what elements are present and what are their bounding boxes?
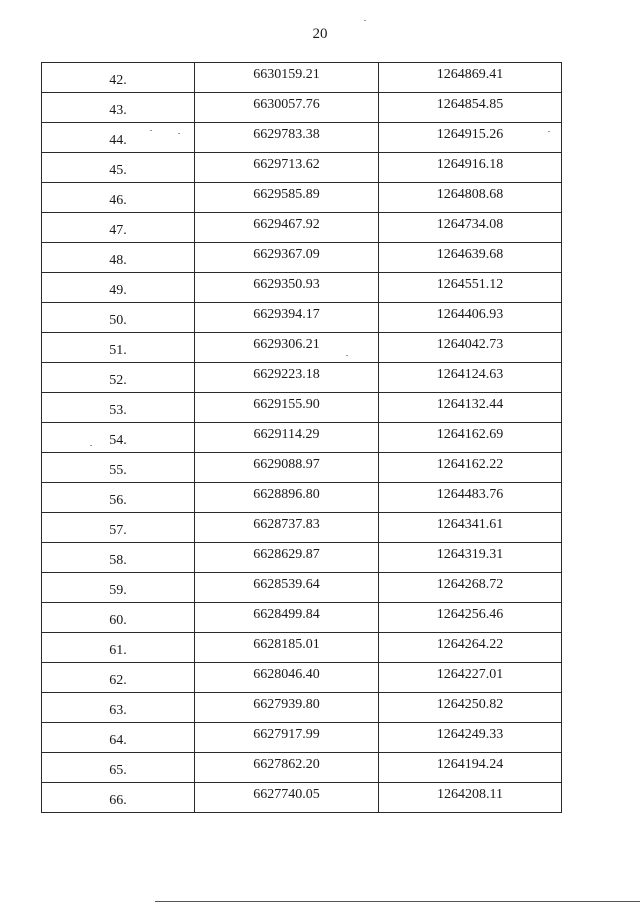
y-coordinate-cell: 1264916.18 <box>379 153 562 183</box>
point-number-cell: 44. <box>42 123 195 153</box>
y-coordinate-cell: 1264162.22 <box>379 453 562 483</box>
scan-speck <box>150 130 152 131</box>
point-number-cell: 48. <box>42 243 195 273</box>
table-row <box>42 753 562 783</box>
y-coordinate-cell: 1264915.26 <box>379 123 562 153</box>
y-coordinate-cell: 1264483.76 <box>379 483 562 513</box>
x-coordinate-cell: 6629713.62 <box>195 153 379 183</box>
y-coordinate-cell: 1264249.33 <box>379 723 562 753</box>
point-number-cell: 66. <box>42 783 195 813</box>
y-coordinate-cell: 1264124.63 <box>379 363 562 393</box>
x-coordinate-cell: 6629467.92 <box>195 213 379 243</box>
x-coordinate-cell: 6627939.80 <box>195 693 379 723</box>
y-coordinate-cell: 1264256.46 <box>379 603 562 633</box>
y-coordinate-cell: 1264808.68 <box>379 183 562 213</box>
y-coordinate-cell: 1264162.69 <box>379 423 562 453</box>
point-number-cell: 59. <box>42 573 195 603</box>
y-coordinate-cell: 1264341.61 <box>379 513 562 543</box>
x-coordinate-cell: 6628629.87 <box>195 543 379 573</box>
x-coordinate-cell: 6629367.09 <box>195 243 379 273</box>
point-number-cell: 63. <box>42 693 195 723</box>
point-number-cell: 45. <box>42 153 195 183</box>
x-coordinate-cell: 6629394.17 <box>195 303 379 333</box>
x-coordinate-cell: 6629783.38 <box>195 123 379 153</box>
y-coordinate-cell: 1264227.01 <box>379 663 562 693</box>
x-coordinate-cell: 6629088.97 <box>195 453 379 483</box>
scan-speck <box>548 131 550 132</box>
x-coordinate-cell: 6627740.05 <box>195 783 379 813</box>
x-coordinate-cell: 6628185.01 <box>195 633 379 663</box>
y-coordinate-cell: 1264208.11 <box>379 783 562 813</box>
table-row <box>42 153 562 183</box>
point-number-cell: 46. <box>42 183 195 213</box>
table-row <box>42 63 562 93</box>
table-row <box>42 783 562 813</box>
point-number-cell: 64. <box>42 723 195 753</box>
x-coordinate-cell: 6630057.76 <box>195 93 379 123</box>
x-coordinate-cell: 6630159.21 <box>195 63 379 93</box>
point-number-cell: 53. <box>42 393 195 423</box>
y-coordinate-cell: 1264734.08 <box>379 213 562 243</box>
scan-speck <box>364 20 366 21</box>
table-row <box>42 333 562 363</box>
point-number-cell: 65. <box>42 753 195 783</box>
table-row <box>42 423 562 453</box>
x-coordinate-cell: 6629155.90 <box>195 393 379 423</box>
point-number-cell: 57. <box>42 513 195 543</box>
y-coordinate-cell: 1264854.85 <box>379 93 562 123</box>
coordinates-table <box>41 62 562 813</box>
table-row <box>42 93 562 123</box>
point-number-cell: 56. <box>42 483 195 513</box>
table-row <box>42 663 562 693</box>
table-row <box>42 453 562 483</box>
table-row <box>42 363 562 393</box>
x-coordinate-cell: 6627917.99 <box>195 723 379 753</box>
x-coordinate-cell: 6627862.20 <box>195 753 379 783</box>
x-coordinate-cell: 6629350.93 <box>195 273 379 303</box>
x-coordinate-cell: 6628046.40 <box>195 663 379 693</box>
y-coordinate-cell: 1264042.73 <box>379 333 562 363</box>
point-number-cell: 42. <box>42 63 195 93</box>
table-row <box>42 183 562 213</box>
table-row <box>42 693 562 723</box>
y-coordinate-cell: 1264268.72 <box>379 573 562 603</box>
table-row <box>42 573 562 603</box>
page-number: 20 <box>312 26 328 42</box>
x-coordinate-cell: 6629114.29 <box>195 423 379 453</box>
y-coordinate-cell: 1264132.44 <box>379 393 562 423</box>
table-row <box>42 603 562 633</box>
point-number-cell: 60. <box>42 603 195 633</box>
x-coordinate-cell: 6628539.64 <box>195 573 379 603</box>
table-row <box>42 633 562 663</box>
point-number-cell: 61. <box>42 633 195 663</box>
x-coordinate-cell: 6629585.89 <box>195 183 379 213</box>
table-row <box>42 483 562 513</box>
scan-speck <box>90 445 92 446</box>
x-coordinate-cell: 6628737.83 <box>195 513 379 543</box>
point-number-cell: 47. <box>42 213 195 243</box>
x-coordinate-cell: 6629306.21 <box>195 333 379 363</box>
point-number-cell: 55. <box>42 453 195 483</box>
scan-speck <box>178 133 180 134</box>
point-number-cell: 51. <box>42 333 195 363</box>
table-row <box>42 213 562 243</box>
x-coordinate-cell: 6628499.84 <box>195 603 379 633</box>
point-number-cell: 62. <box>42 663 195 693</box>
table-row <box>42 393 562 423</box>
y-coordinate-cell: 1264250.82 <box>379 693 562 723</box>
point-number-cell: 52. <box>42 363 195 393</box>
point-number-cell: 43. <box>42 93 195 123</box>
y-coordinate-cell: 1264264.22 <box>379 633 562 663</box>
coordinates-table-body <box>42 63 562 813</box>
y-coordinate-cell: 1264406.93 <box>379 303 562 333</box>
scan-edge-line <box>155 901 640 902</box>
point-number-cell: 49. <box>42 273 195 303</box>
y-coordinate-cell: 1264194.24 <box>379 753 562 783</box>
table-row <box>42 303 562 333</box>
table-row <box>42 513 562 543</box>
x-coordinate-cell: 6628896.80 <box>195 483 379 513</box>
point-number-cell: 58. <box>42 543 195 573</box>
point-number-cell: 50. <box>42 303 195 333</box>
table-row <box>42 543 562 573</box>
y-coordinate-cell: 1264319.31 <box>379 543 562 573</box>
scan-speck <box>346 355 348 356</box>
table-row <box>42 273 562 303</box>
table-row <box>42 723 562 753</box>
table-row <box>42 123 562 153</box>
y-coordinate-cell: 1264551.12 <box>379 273 562 303</box>
x-coordinate-cell: 6629223.18 <box>195 363 379 393</box>
y-coordinate-cell: 1264869.41 <box>379 63 562 93</box>
point-number-cell: 54. <box>42 423 195 453</box>
table-row <box>42 243 562 273</box>
y-coordinate-cell: 1264639.68 <box>379 243 562 273</box>
